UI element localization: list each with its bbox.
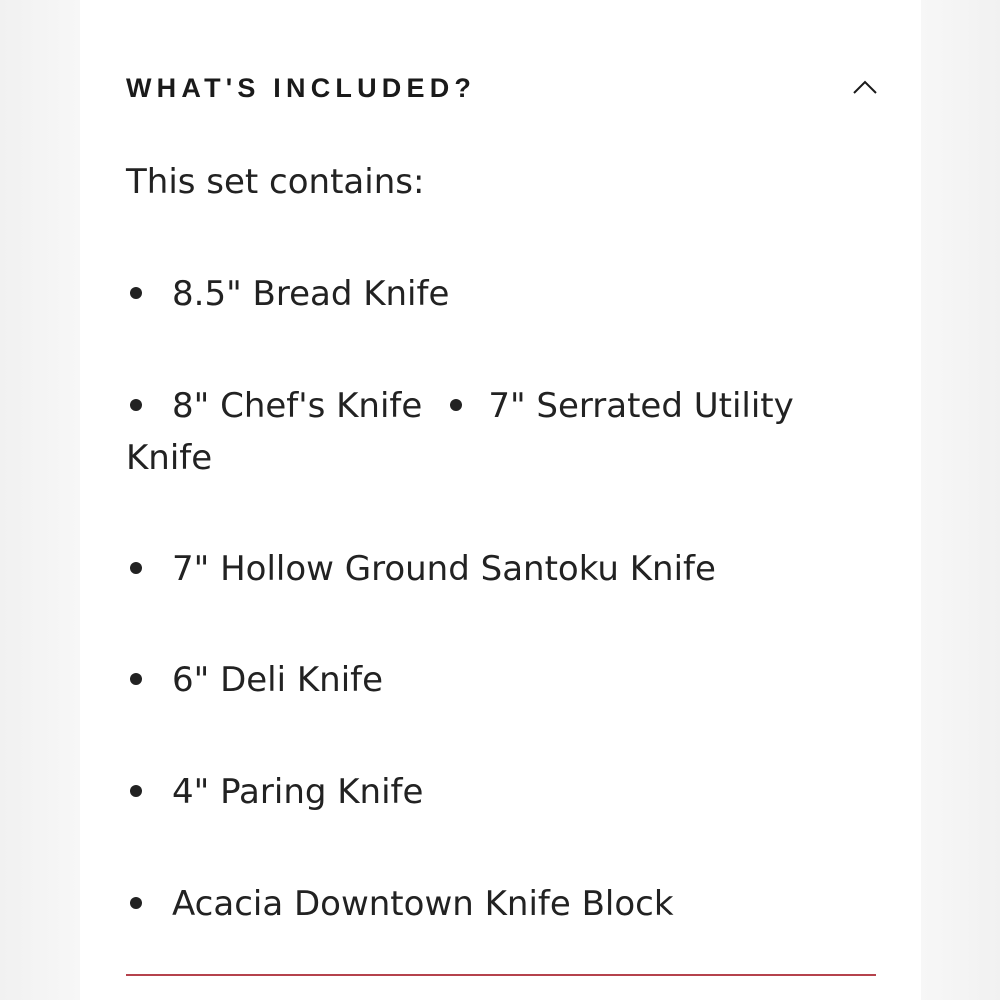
list-item (126, 654, 383, 706)
list-item (126, 268, 449, 320)
bullet-icon (130, 897, 142, 909)
bullet-icon (130, 399, 142, 411)
list-item-label: 4" Paring Knife (172, 772, 424, 812)
bullet-icon (130, 287, 142, 299)
bullet-icon (130, 785, 142, 797)
list-item-label: 7" Serrated Utility (488, 386, 794, 426)
bullet-icon (130, 673, 142, 685)
list-item-label: 8" Chef's Knife (172, 386, 423, 426)
page-margin-left (0, 0, 80, 1000)
list-item (126, 878, 674, 930)
list-item-label: Knife (126, 438, 213, 478)
bullet-icon (130, 562, 142, 574)
list-item-label: 6" Deli Knife (172, 660, 384, 700)
intro-text: This set contains: (126, 162, 425, 202)
whats-included-accordion-header[interactable] (126, 66, 878, 110)
list-item-label: 7" Hollow Ground Santoku Knife (172, 549, 716, 589)
list-item (126, 380, 794, 432)
list-item-label: 8.5" Bread Knife (172, 274, 450, 314)
chevron-up-icon[interactable] (852, 76, 878, 100)
page-margin-right (921, 0, 1000, 1000)
bullet-icon (450, 399, 462, 411)
list-item (126, 543, 716, 595)
list-item-label: Acacia Downtown Knife Block (172, 884, 674, 924)
accordion-title: WHAT'S INCLUDED? (126, 73, 477, 103)
list-item-continuation (126, 432, 212, 484)
product-details-panel (80, 0, 921, 1000)
section-divider (126, 974, 876, 976)
list-item (126, 766, 423, 818)
